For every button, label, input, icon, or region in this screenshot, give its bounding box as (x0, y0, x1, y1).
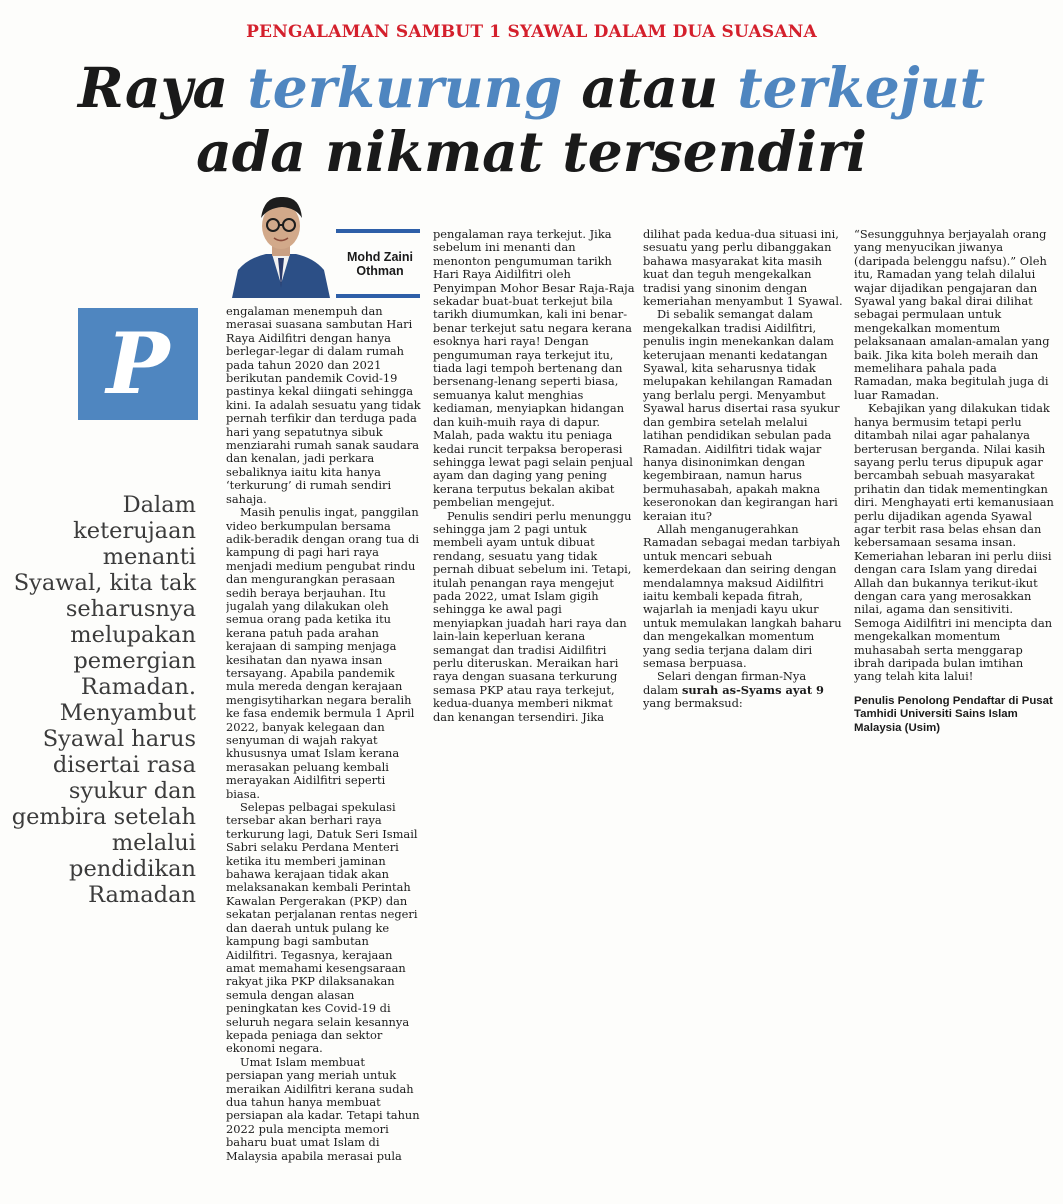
kicker-line: PENGALAMAN SAMBUT 1 SYAWAL DALAM DUA SUASANA (246, 22, 817, 42)
paragraph: pengalaman raya terkejut. Jika sebelum ini menanti dan menonton pengumuman tarikh Hari Raya Aidilfitri oleh Penyimpan Mohor Besar Raja-Raja sekadar buat-buat terkejut bila tarikh diumumkan, kali ini benar-benar terkejut satu negara kerana esoknya hari raya! Dengan pengumuman raya terkejut itu, tiada lagi tempoh bertenang dan bersenang-lenang seperti biasa, semuanya kalut menghias kediaman, menyiapkan hidangan dan kuih-muih raya di dapur. Malah, pada waktu itu peniaga kedai runcit terpaksa beroperasi sehingga lewat pagi selain penjual ayam dan daging yang pening kerana terputus bekalan akibat pembelian mengejut. (433, 228, 635, 510)
paragraph: Selepas pelbagai spekulasi tersebar akan berhari raya terkurung lagi, Datuk Seri Ismail Sabri selaku Perdana Menteri ketika itu memberi jaminan bahawa kerajaan tidak akan melaksanakan kembali Perintah Kawalan Pergerakan (PKP) dan sekatan perjalanan rentas negeri dan daerah untuk pulang ke kampung bagi sambutan Aidilfitri. Tegasnya, kerajaan amat memahami kesengsaraan rakyat jika PKP dilaksanakan semula dengan alasan peningkatan kes Covid-19 di seluruh negara selain kesannya kepada peniaga dan sektor ekonomi negara. (226, 800, 418, 1056)
paragraph: engalaman menempuh dan merasai suasana sambutan Hari Raya Aidilfitri dengan hanya berlegar-legar di dalam rumah pada tahun 2020 dan 2021 berikutan pandemik Covid-19 pastinya kekal diingati sehingga kini. Ia adalah sesuatu yang tidak pernah terfikir dan terduga pada hari yang sepatutnya sibuk menziarahi rumah sanak saudara dan kenalan, jadi perkara sebaliknya iaitu kita hanya ‘terkurung’ di rumah sendiri sahaja. (226, 305, 421, 506)
headline-word: atau (581, 55, 719, 120)
text-span: yang bermaksud: (643, 696, 743, 711)
text-span: Selari dengan firman-Nya dalam (643, 669, 807, 697)
article-column-2 (433, 228, 635, 768)
headline-accent-word: terkurung (247, 55, 563, 120)
headline-word: Raya (77, 55, 229, 120)
headline-line-1 (0, 55, 1063, 120)
author-note: Penulis Penolong Pendaftar di Pusat Tamhidi Universiti Sains Islam Malaysia (Usim) (854, 694, 1053, 734)
author-photo (226, 188, 336, 298)
article-column-3 (643, 228, 845, 768)
verse-reference: surah as-Syams ayat 9 (681, 682, 824, 697)
pull-quote: Dalam keterujaan menanti Syawal, kita tak seharusnya melupakan pemergian Ramadan. Menyambut Syawal harus disertai rasa syukur dan gembira setelah melalui pendidikan Ramadan (11, 492, 196, 908)
paragraph: Allah menganugerahkan Ramadan sebagai medan tarbiyah untuk mencari sebuah kemerdekaan dan seiring dengan mendalamnya maksud Aidilfitri iaitu kembali kepada fitrah, wajarlah ia menjadi kayu ukur untuk memulakan langkah baharu dan mengekalkan momentum yang sedia terjana dalam diri semasa berpuasa. (643, 521, 842, 670)
drop-cap: P (78, 308, 198, 420)
paragraph: Umat Islam membuat persiapan yang meriah untuk meraikan Aidilfitri kerana sudah dua tahun hanya membuat persiapan ala kadar. Tetapi tahun 2022 pula mencipta memori baharu buat umat Islam di Malaysia apabila merasai pula (226, 1054, 420, 1163)
paragraph: “Sesungguhnya berjayalah orang yang menyucikan jiwanya (daripada belenggu nafsu).” Oleh itu, Ramadan yang telah dilalui wajar dijadikan pengajaran dan Syawal yang bakal dirai dilihat sebagai permulaan untuk mengekalkan momentum pelaksanaan amalan-amalan yang baik. Jika kita boleh meraih dan memelihara pahala pada Ramadan, maka begitulah juga di luar Ramadan. (854, 228, 1050, 402)
paragraph (643, 670, 845, 710)
headline-line-2: ada nikmat tersendiri (196, 119, 867, 184)
paragraph: dilihat pada kedua-dua situasi ini, sesuatu yang perlu dibanggakan bahawa masyarakat kita masih kuat dan teguh mengekalkan tradisi yang sinonim dengan kemeriahan menyambut 1 Syawal. (643, 228, 843, 309)
paragraph: Di sebalik semangat dalam mengekalkan tradisi Aidilfitri, penulis ingin menekankan dalam keterujaan menanti kedatangan Syawal, kita seharusnya tidak melupakan kehilangan Ramadan yang berlalu pergi. Menyambut Syawal harus disertai rasa syukur dan gembira setelah melalui latihan pendidikan sebulan pada Ramadan. Aidilfitri tidak wajar hanya disinonimkan dengan kegembiraan, namun harus bermuhasabah, apakah makna keseronokan dan kegirangan hari keraian itu? (643, 307, 840, 523)
headline-accent-word: terkejut (737, 55, 985, 120)
author-byline (335, 250, 425, 278)
author-first-name: Mohd Zaini (347, 250, 413, 264)
paragraph: Masih penulis ingat, panggilan video berkumpulan bersama adik-beradik dengan orang tua di kampung di pagi hari raya menjadi medium pengubat rindu dan mengurangkan perasaan sedih beraya berjauhan. Itu jugalah yang dilakukan oleh semua orang pada ketika itu kerana patuh pada arahan kerajaan di samping menjaga kesihatan dan nyawa insan tersayang. Apabila pandemik mula mereda dengan kerajaan mengisytiharkan negara beralih ke fasa endemik bermula 1 April 2022, banyak kelegaan dan senyuman di wajah rakyat khususnya umat Islam kerana merasakan peluang kembali merayakan Aidilfitri seperti biasa. (226, 505, 420, 801)
paragraph: Kebajikan yang dilakukan tidak hanya bermusim tetapi perlu ditambah nilai agar pahalanya berterusan berganda. Nilai kasih sayang perlu terus dipupuk agar bercambah sebuah masyarakat prihatin dan tidak mementingkan diri. Menghayati erti kemanusiaan perlu dijadikan agenda Syawal agar terbit rasa belas ehsan dan kebersamaan sesama insan. Kemeriahan lebaran ini perlu diisi dengan cara Islam yang diredai Allah dan bukannya terikut-ikut dengan cara yang merosakkan nilai, agama dan sensitiviti. Semoga Aidilfitri ini mencipta dan mengekalkan momentum muhasabah serta menggarap ibrah daripada bulan imtihan yang telah kita lalui! (854, 401, 1054, 684)
paragraph: Penulis sendiri perlu menunggu sehingga jam 2 pagi untuk membeli ayam untuk dibuat rendang, sesuatu yang tidak pernah dibuat sebelum ini. Tetapi, itulah penangan raya mengejut pada 2022, umat Islam gigih sehingga ke awal pagi menyiapkan juadah hari raya dan lain-lain keperluan kerana semangat dan tradisi Aidilfitri perlu diteruskan. Meraikan hari raya dengan suasana terkurung semasa PKP atau raya terkejut, kedua-duanya memberi nikmat dan kenangan tersendiri. Jika (433, 508, 632, 724)
article-column-1 (226, 305, 422, 1201)
article-column-4 (854, 228, 1054, 768)
author-last-name: Othman (356, 264, 404, 278)
